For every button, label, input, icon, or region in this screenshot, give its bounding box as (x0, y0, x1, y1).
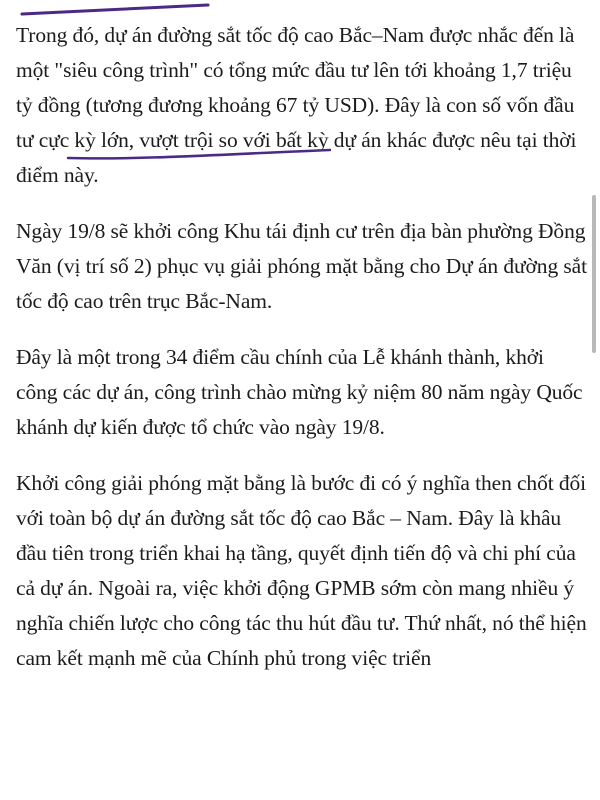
paragraph-1: Trong đó, dự án đường sắt tốc độ cao Bắc–Nam được nhắc đến là một "siêu công trình" có tổng mức đầu tư lên tới khoảng 1,7 triệu tỷ đồng (tương đương khoảng 67 tỷ USD). Đây là con số vốn đầu tư cực kỳ lớn, vượt trội so với bất kỳ dự án khác được nêu tại thời điểm này. (16, 23, 577, 187)
paragraph-2: Ngày 19/8 sẽ khởi công Khu tái định cư trên địa bàn phường Đồng Văn (vị trí số 2) phục vụ giải phóng mặt bằng cho Dự án đường sắt tốc độ cao trên trục Bắc-Nam. (16, 219, 587, 313)
article-body (16, 18, 588, 697)
paragraph-4: Khởi công giải phóng mặt bằng là bước đi có ý nghĩa then chốt đối với toàn bộ dự án đường sắt tốc độ cao Bắc – Nam. Đây là khâu đầu tiên trong triển khai hạ tầng, quyết định tiến độ và chi phí của cả dự án. Ngoài ra, việc khởi động GPMB sớm còn mang nhiều ý nghĩa chiến lược cho công tác thu hút đầu tư. Thứ nhất, nó thể hiện cam kết mạnh mẽ của Chính phủ trong việc triển (16, 471, 587, 670)
scrollbar-thumb[interactable] (592, 195, 596, 353)
paragraph-3: Đây là một trong 34 điểm cầu chính của Lễ khánh thành, khởi công các dự án, công trình chào mừng kỷ niệm 80 năm ngày Quốc khánh dự kiến được tổ chức vào ngày 19/8. (16, 345, 583, 439)
